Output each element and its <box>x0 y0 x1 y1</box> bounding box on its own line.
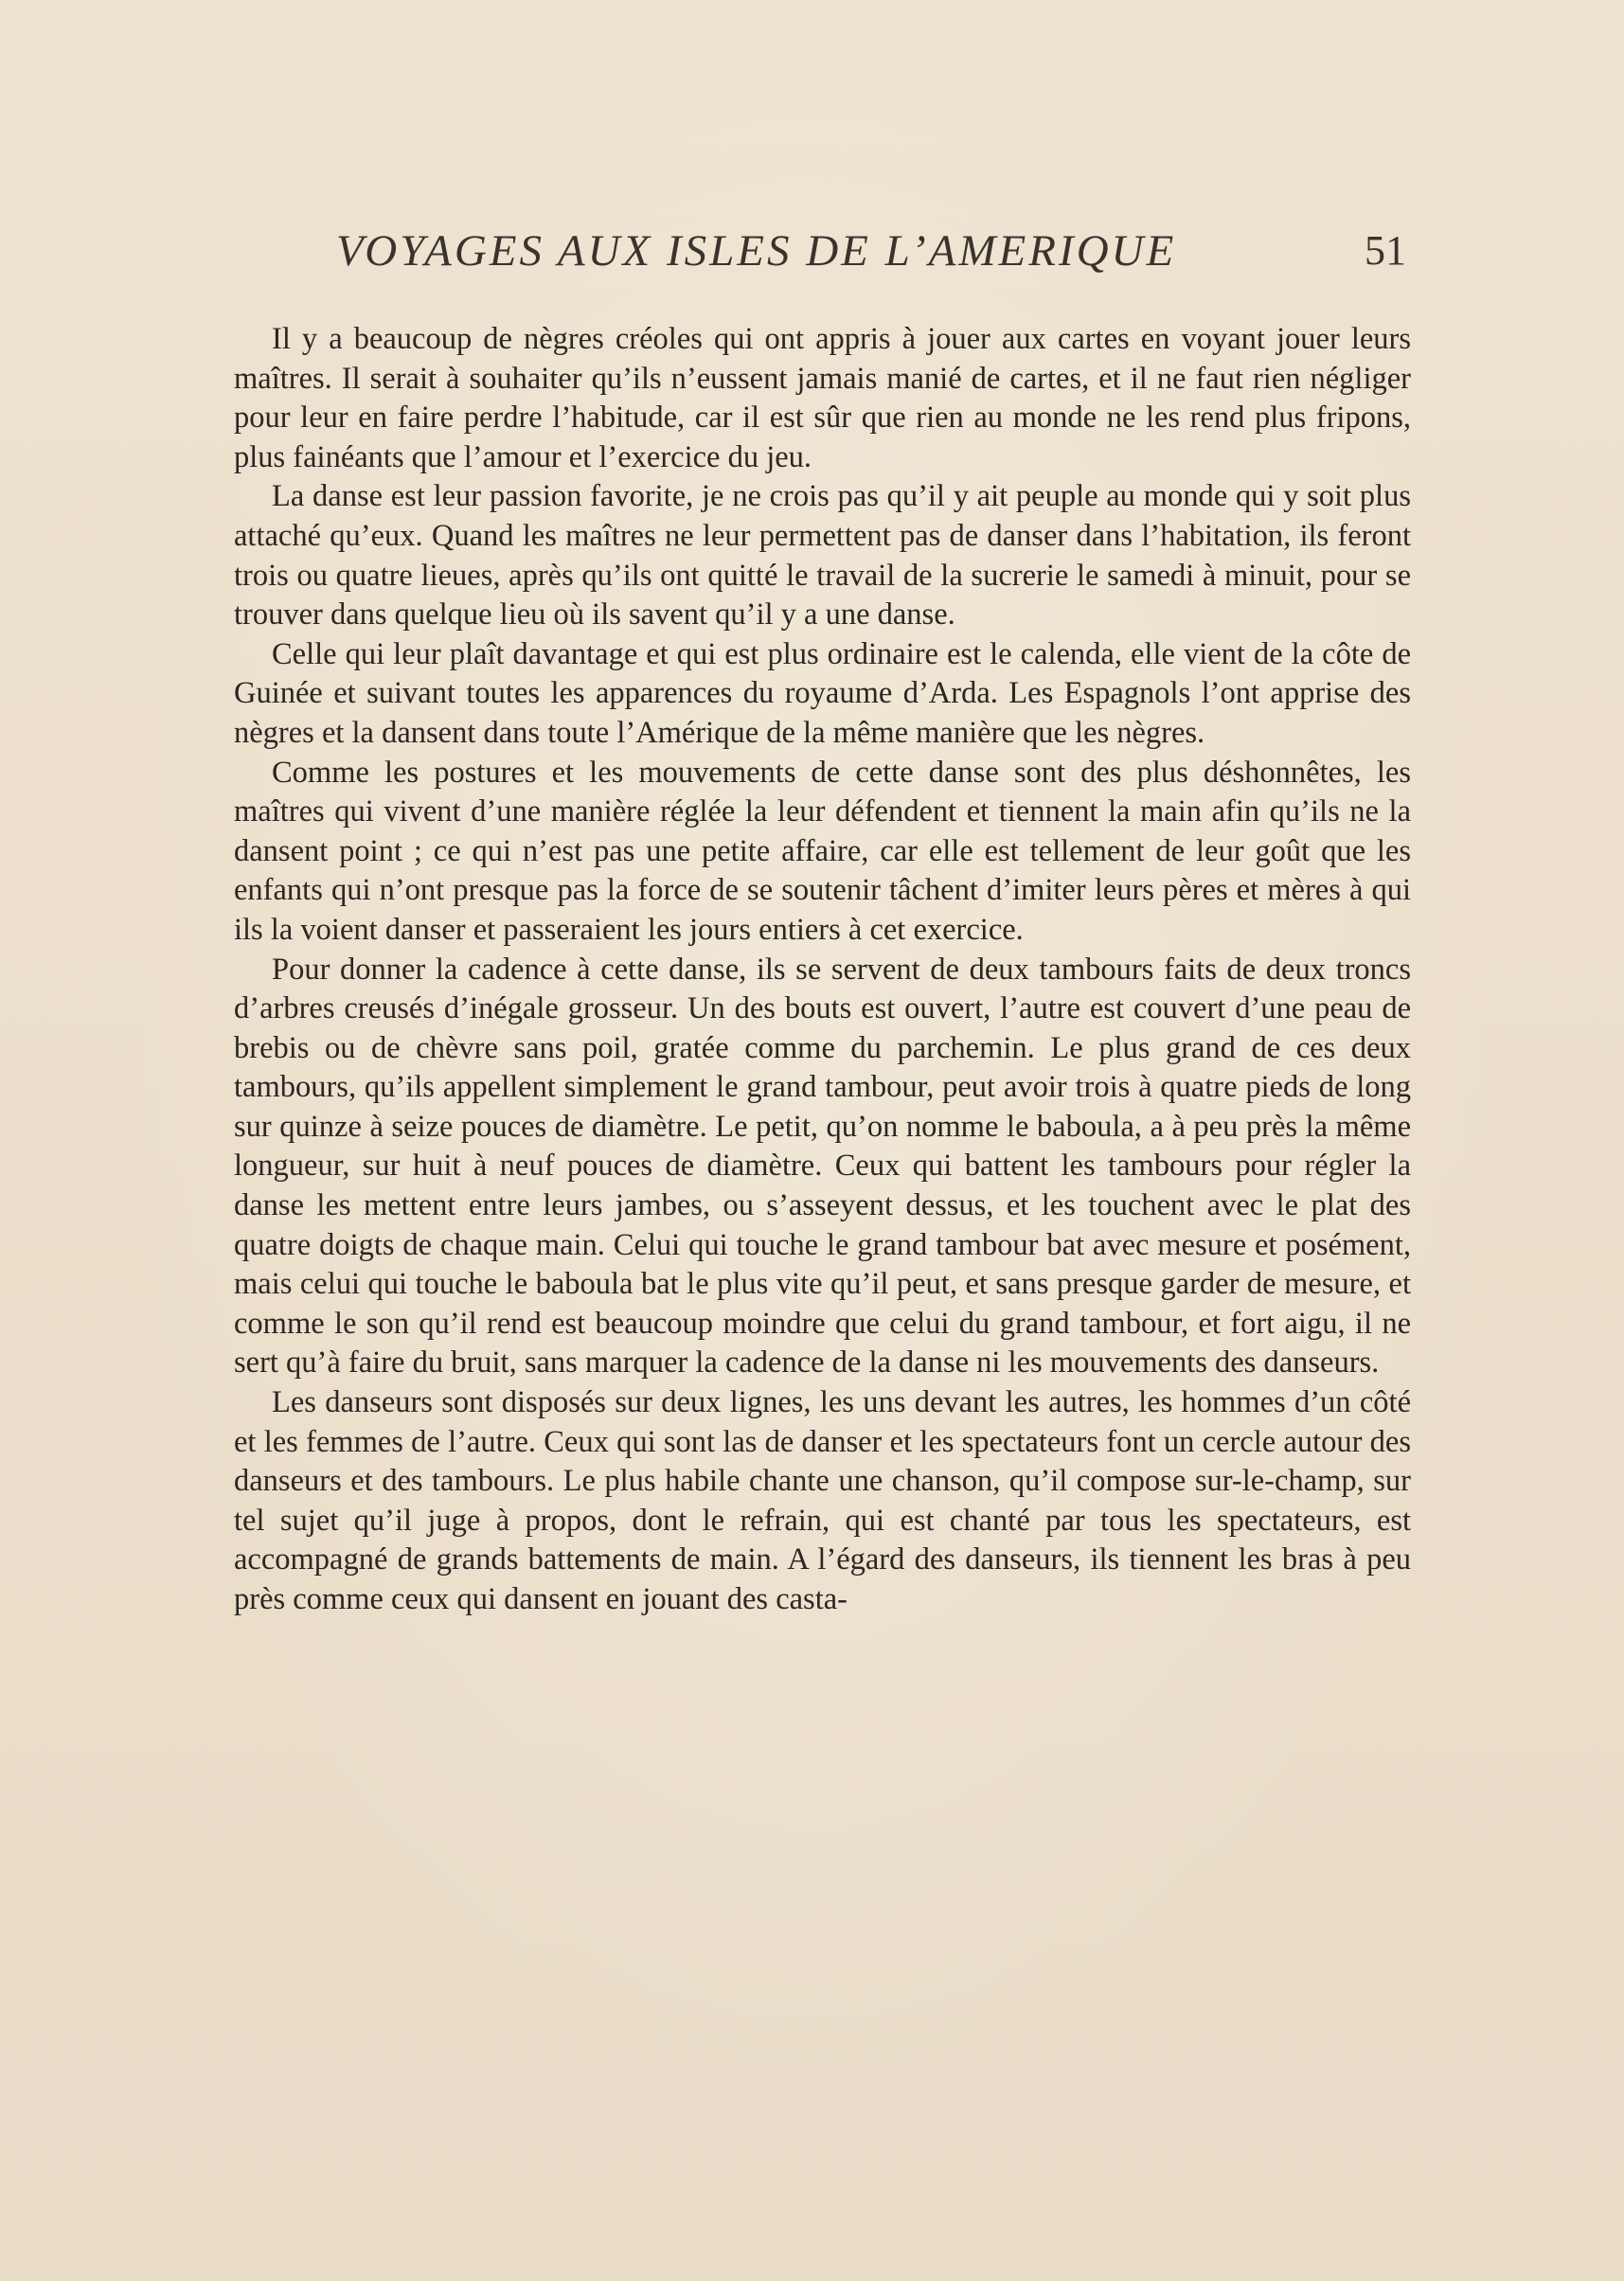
page-number: 51 <box>1365 227 1406 274</box>
running-head <box>336 218 1406 284</box>
paragraph: La danse est leur passion favorite, je ne crois pas qu’il y ait peuple au monde qui y soit plus attaché qu’eux. Quand les maîtres ne leur permettent pas de danser dans l’habitation, ils feront trois ou quatre lieues, après qu’ils ont quitté le travail de la sucrerie le samedi à minuit, pour se trouver dans quelque lieu où ils savent qu’il y a une danse. <box>234 479 1411 633</box>
paragraph: Il y a beaucoup de nègres créoles qui ont appris à jouer aux cartes en voyant jouer leurs maîtres. Il serait à souhaiter qu’ils n’eussent jamais manié de cartes, et il ne faut rien négliger pour leur en faire perdre l’habitude, car il est sûr que rien au monde ne les rend plus fripons, plus fainéants que l’amour et l’exercice du jeu. <box>234 322 1411 474</box>
paragraph: Celle qui leur plaît davantage et qui est plus ordinaire est le calenda, elle vient de la côte de Guinée et suivant toutes les apparences du royaume d’Arda. Les Espagnols l’ont apprise des nègres et la dansent dans toute l’Amérique de la même manière que les nègres. <box>234 636 1411 750</box>
running-title: VOYAGES AUX ISLES DE L’AMERIQUE <box>336 226 1177 276</box>
paragraph: Comme les postures et les mouvements de cette danse sont des plus déshonnêtes, les maîtres qui vivent d’une manière réglée la leur défendent et tiennent la main afin qu’ils ne la dansent point ; ce qui n’est pas une petite affaire, car elle est tellement de leur goût que les enfants qui n’ont presque pas la force de se soutenir tâchent d’imiter leurs pères et mères à qui ils la voient danser et passeraient les jours entiers à cet exercice. <box>234 755 1411 947</box>
paragraph: Pour donner la cadence à cette danse, ils se servent de deux tambours faits de deux troncs d’arbres creusés d’inégale grosseur. Un des bouts est ouvert, l’autre est couvert d’une peau de brebis ou de chèvre sans poil, gratée comme du parchemin. Le plus grand de ces deux tambours, qu’ils appellent simplement le grand tambour, peut avoir trois à quatre pieds de long sur quinze à seize pouces de diamètre. Le petit, qu’on nomme le baboula, a à peu près la même longueur, sur huit à neuf pouces de diamètre. Ceux qui battent les tambours pour régler la danse les mettent entre leurs jambes, ou s’asseyent dessus, et les touchent avec le plat des quatre doigts de chaque main. Celui qui touche le grand tambour bat avec mesure et posément, mais celui qui touche le baboula bat le plus vite qu’il peut, et sans presque garder de mesure, et comme le son qu’il rend est beaucoup moindre que celui du grand tambour, et fort aigu, il ne sert qu’à faire du bruit, sans marquer la cadence de la danse ni les mouvements des danseurs. <box>234 952 1411 1381</box>
body-text <box>234 320 1411 1620</box>
paragraph: Les danseurs sont disposés sur deux lignes, les uns devant les autres, les hommes d’un côté et les femmes de l’autre. Ceux qui sont las de danser et les spectateurs font un cercle autour des danseurs et des tambours. Le plus habile chante une chanson, qu’il compose sur-le-champ, sur tel sujet qu’il juge à propos, dont le refrain, qui est chanté par tous les spectateurs, est accompagné de grands battements de main. A l’égard des danseurs, ils tiennent les bras à peu près comme ceux qui dansent en jouant des casta- <box>234 1385 1411 1616</box>
